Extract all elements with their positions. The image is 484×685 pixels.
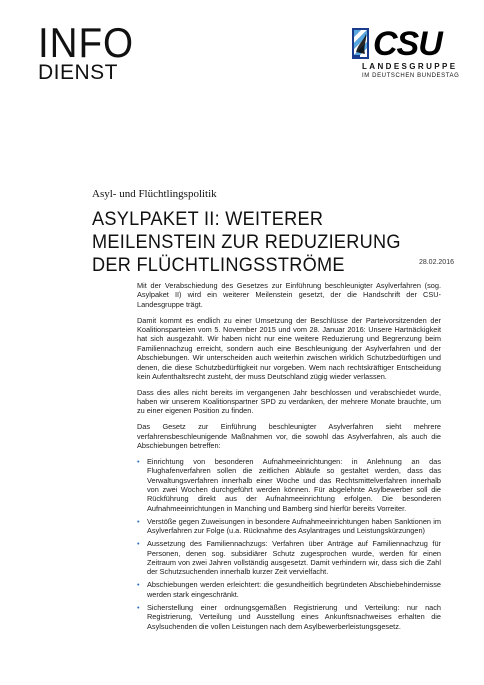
csu-logo-lettering: CSU xyxy=(373,25,442,63)
bullet-icon: • xyxy=(137,602,140,612)
publication-date: 28.02.2016 xyxy=(418,259,454,266)
dienst-subtitle: DIENST xyxy=(38,61,119,84)
article-body xyxy=(137,281,441,635)
bullet-icon: • xyxy=(137,516,140,526)
paragraph: Damit kommt es endlich zu einer Umsetzung der Beschlüsse der Parteivorsitzenden der Koalitionsparteien vom 5. November 2015 und vom 28. Januar 2016: Unsere Hartnäckigkeit hat sich ausgezahlt. Wir haben nicht nur eine weitere Reduzierung und Begrenzung beim Familiennachzug erreicht, sondern auch eine Beschleunigung der Asylverfahren und der Abschiebungen. Wir unterscheiden auch weiterhin zwischen wirklich Schutzbedürftigen und denen, die diese Schutzbedürftigkeit nur vorgeben. Wem nach rechtskräftiger Entscheidung kein Aufenthaltsrecht zusteht, der muss Deutschland zügig wieder verlassen. xyxy=(137,315,441,381)
page-title: ASYLPAKET II: WEITERER MEILENSTEIN ZUR REDUZIERUNG DER FLÜCHTLINGSSTRÖME xyxy=(92,208,401,276)
list-item xyxy=(137,539,441,577)
list-item xyxy=(137,517,441,536)
list-item xyxy=(137,580,441,599)
list-item-text: Sicherstellung einer ordnungsgemäßen Registrierung und Verteilung: nur nach Registrierung, Verteilung und Ausstellung eines Ankunftsnachweises erhalten die Asylsuchenden die vollen Leistungen nach dem Asylbewerberleistungsgesetz. xyxy=(147,602,441,631)
bullet-icon: • xyxy=(137,539,140,549)
bullet-icon: • xyxy=(137,580,140,590)
list-item xyxy=(137,603,441,631)
csu-logo xyxy=(350,25,460,86)
paragraph: Mit der Verabschiedung des Gesetzes zur Einführung beschleunigter Asylverfahren (sog. Asylpaket II) wird ein weiterer Meilenstein gesetzt, der die Handschrift der CSU-Landesgruppe trägt. xyxy=(137,281,441,309)
list-item-text: Verstöße gegen Zuweisungen in besondere Aufnahmeeinrichtungen haben Sanktionen im Asylverfahren zur Folge (u.a. Rücknahme des Asylantrages und Leistungskürzungen) xyxy=(147,516,441,536)
info-title: INFO xyxy=(38,19,134,66)
bullet-icon: • xyxy=(137,456,140,466)
list-item-text: Einrichtung von besonderen Aufnahmeeinrichtungen: in Anlehnung an das Flughafenverfahren sollen die zeitlichen Abläufe so gestaltet werden, dass das Verwaltungsverfahren innerhalb einer Woche und das Rechtsmittelverfahren innerhalb von zwei Wochen durchgeführt werden können. Für abgelehnte Asylbewerber soll die Rückführung direkt aus der Aufnahmeeinrichtung erfolgen. Die besonderen Aufnahmeeinrichtungen in Manching und Bamberg sind hierfür bereits Vorreiter. xyxy=(147,456,441,513)
logo-landesgruppe: LANDESGRUPPE xyxy=(362,62,458,71)
paragraph: Dass dies alles nicht bereits im vergangenen Jahr beschlossen und verabschiedet wurde, haben wir unserem Koalitionspartner SPD zu verdanken, der mehrere Monate brauchte, um zu einer eigenen Position zu finden. xyxy=(137,387,441,416)
measures-list xyxy=(137,457,441,631)
logo-bundestag: IM DEUTSCHEN BUNDESTAG xyxy=(362,73,460,79)
csu-logo-mark xyxy=(350,26,450,61)
section-label: Asyl- und Flüchtlingspolitik xyxy=(92,188,217,200)
list-item-text: Aussetzung des Familiennachzugs: Verfahren über Anträge auf Familiennachzug für Personen, denen sog. subsidiärer Schutz zugesprochen wurde, werden für einen Zeitraum von zwei Jahren vollständig ausgesetzt. Damit verhindern wir, dass sich die Zahl der Schutzsuchenden innerhalb kurzer Zeit vervielfacht. xyxy=(147,539,441,577)
list-item-text: Abschiebungen werden erleichtert: die gesundheitlich begründeten Abschiebehindernisse werden stark eingeschränkt. xyxy=(147,580,441,599)
paragraph: Das Gesetz zur Einführung beschleunigter Asylverfahren sieht mehrere verfahrensbeschleunigende Maßnahmen vor, die sowohl das Asylverfahren, als auch die Abschiebungen betreffen: xyxy=(137,422,441,450)
list-item xyxy=(137,457,441,513)
